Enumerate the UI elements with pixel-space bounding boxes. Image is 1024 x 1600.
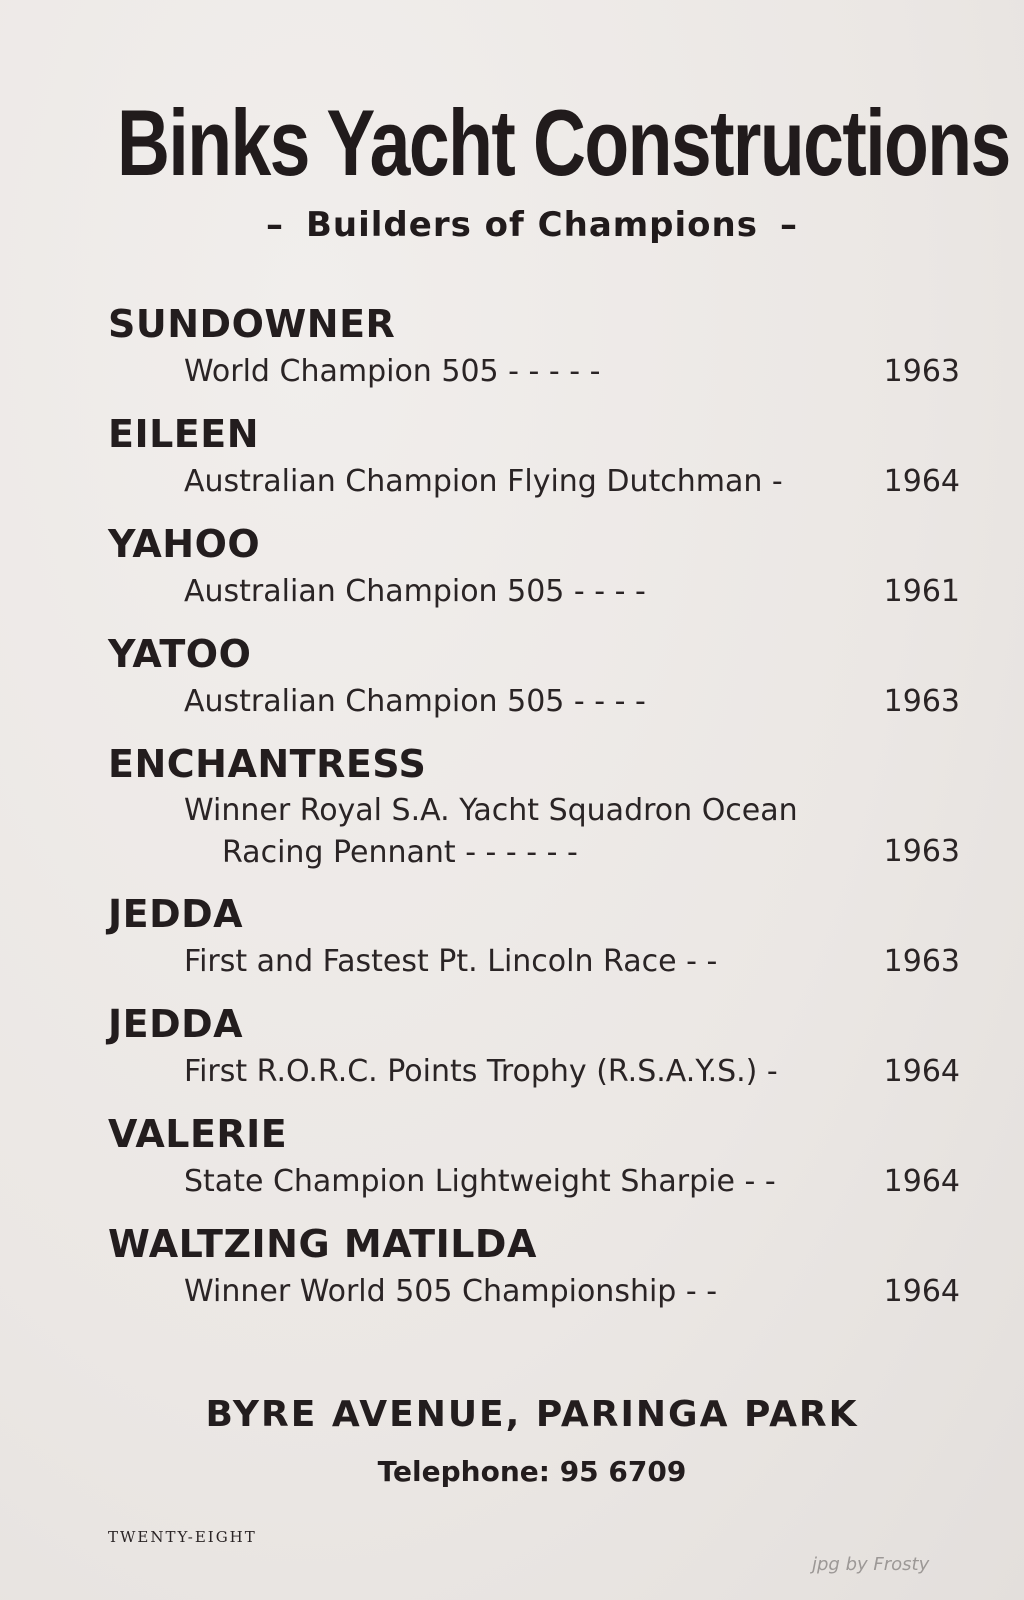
achievement-description-first: Winner Royal S.A. Yacht Squadron Ocean <box>184 793 798 828</box>
achievement-description: First R.O.R.C. Points Trophy (R.S.A.Y.S.) - <box>184 1054 778 1089</box>
yacht-name: JEDDA <box>108 892 244 936</box>
achievement-description: State Champion Lightweight Sharpie - - <box>184 1164 776 1199</box>
list-item <box>108 410 960 506</box>
achievement-description: World Champion 505 - - - - - <box>184 354 601 389</box>
yacht-name: YAHOO <box>108 522 261 566</box>
achievement-year: 1964 <box>883 1054 960 1089</box>
achievement-line <box>108 1268 960 1316</box>
achievement-line <box>108 678 960 726</box>
yacht-name: SUNDOWNER <box>108 302 396 346</box>
achievement-line <box>108 1048 960 1096</box>
subtitle-text: Builders of Champions <box>306 205 758 245</box>
list-item <box>108 890 960 986</box>
achievement-description-cont: Racing Pennant - - - - - - <box>222 835 578 870</box>
address: BYRE AVENUE, PARINGA PARK <box>205 1394 859 1435</box>
page-title: Binks Yacht Constructions <box>117 90 1010 195</box>
list-item <box>108 300 960 396</box>
achievement-year: 1964 <box>883 1164 960 1199</box>
list-item <box>108 740 960 876</box>
achievement-line <box>108 348 960 396</box>
page-number: TWENTY-EIGHT <box>108 1528 257 1546</box>
list-item <box>108 1110 960 1206</box>
achievement-description: Australian Champion 505 - - - - <box>184 574 646 609</box>
achievement-line <box>108 458 960 506</box>
achievement-description: First and Fastest Pt. Lincoln Race - - <box>184 944 718 979</box>
yacht-name: ENCHANTRESS <box>108 742 427 786</box>
list-item <box>108 1000 960 1096</box>
yacht-name: YATOO <box>108 632 252 676</box>
achievement-line <box>108 788 960 876</box>
achievement-description: Australian Champion 505 - - - - <box>184 684 646 719</box>
scan-credit: jpg by Frosty <box>812 1554 930 1575</box>
achievement-description: Australian Champion Flying Dutchman - <box>184 464 783 499</box>
achievement-description: Winner World 505 Championship - - <box>184 1274 718 1309</box>
list-item <box>108 1220 960 1316</box>
achievement-line <box>108 1158 960 1206</box>
achievement-line <box>108 568 960 616</box>
yacht-name: VALERIE <box>108 1112 288 1156</box>
achievement-year: 1961 <box>883 574 960 609</box>
achievement-year: 1964 <box>883 464 960 499</box>
subtitle-dash-right: – <box>779 205 798 245</box>
achievement-year: 1963 <box>883 684 960 719</box>
yacht-name: JEDDA <box>108 1002 244 1046</box>
subtitle-dash-left: – <box>266 205 284 245</box>
achievement-year: 1963 <box>883 944 960 979</box>
yacht-name: EILEEN <box>108 412 260 456</box>
achievement-year: 1963 <box>883 834 960 869</box>
list-item <box>108 520 960 616</box>
subtitle <box>0 205 1024 245</box>
telephone: Telephone: 95 6709 <box>377 1455 687 1488</box>
achievement-description <box>184 790 798 874</box>
list-item <box>108 630 960 726</box>
yacht-name: WALTZING MATILDA <box>108 1222 537 1266</box>
achievement-year: 1964 <box>883 1274 960 1309</box>
achievement-year: 1963 <box>883 354 960 389</box>
achievement-line <box>108 938 960 986</box>
champion-list <box>108 300 960 1330</box>
